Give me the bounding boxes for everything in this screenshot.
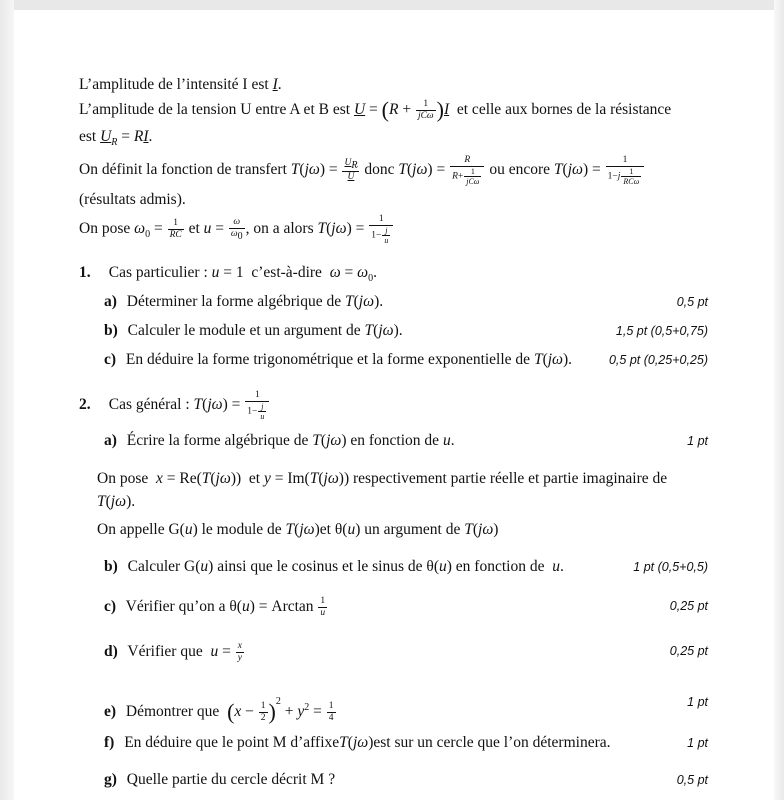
page-right-shadow [774, 0, 784, 800]
q2-a-points: 1 pt [687, 434, 708, 448]
q2-pose-line-2: T(jω). [97, 493, 136, 510]
q1-a-points: 0,5 pt [676, 295, 708, 309]
q1-title: 1. Cas particulier : u = 1 c’est-à-dire $\omega = \omega_0$. [79, 264, 377, 285]
q2-e: e) Démontrer que (x − $\frac{1}{2}$ )$^2 + y^2$ = $\frac{1}{4}$ [104, 696, 334, 724]
page-left-shadow [0, 0, 14, 800]
q1-b-points: 1,5 pt (0,5+0,75) [615, 324, 708, 338]
intro-line-3: est $U_R$ = RI. [79, 128, 153, 149]
q1-a: a) Déterminer la forme algébrique de T(jω). [104, 293, 384, 310]
q2-pose-line-1: On pose x = Re(T(jω)) et y = Im(T(jω)) respectivement partie réelle et partie imaginaire de [97, 470, 668, 487]
q2-d: d) Vérifier que u = $\frac{x}{y}$ [104, 641, 242, 663]
q2-a: a) Écrire la forme algébrique de T(jω) en fonction de u. [104, 432, 455, 449]
q1-b: b) Calculer le module et un argument de T(jω). [104, 322, 403, 339]
q2-c-points: 0,25 pt [669, 599, 708, 613]
q2-title: 2. Cas général : T(jω) = 1 1− $\frac{j}{u}$ [79, 390, 270, 421]
q2-g-points: 0,5 pt [676, 773, 708, 787]
q2-d-points: 0,25 pt [669, 644, 708, 658]
q2-b: b) Calculer G(u) ainsi que le cosinus et le sinus de θ(u) en fonction de u. [104, 558, 564, 575]
intro-line-1: L’amplitude de l’intensité I est I. [79, 76, 282, 93]
q1-c-points: 0,5 pt (0,25+0,25) [608, 353, 708, 367]
q2-f: f) En déduire que le point M d’affixeT(jω)est sur un cercle que l’on déterminera. [104, 734, 611, 751]
q2-g: g) Quelle partie du cercle décrit M ? [104, 771, 336, 788]
q2-b-points: 1 pt (0,5+0,5) [633, 560, 708, 574]
intro-line-4: On définit la fonction de transfert T(jω) = $\frac{U_R}{U}$ donc T(jω) = R R+ $\frac{1}{\text{jCω}}$ ou encore T(jω) = 1 1−j $\frac{1}{\text{RCω}}$ [79, 155, 645, 186]
q2-e-points: 1 pt [687, 695, 708, 709]
page-top-shadow [0, 0, 784, 10]
q2-f-points: 1 pt [687, 736, 708, 750]
intro-line-2: L’amplitude de la tension U entre A et B est U = (R + $\frac{1}{\text{jCω}}$ )I et celle aux bornes de la résistance [79, 97, 672, 123]
q2-c: c) Vérifier qu’on a θ(u) = Arctan $\frac{1}{u}$ [104, 596, 326, 618]
q2-appelle-line: On appelle G(u) le module de T(jω)et θ(u) un argument de T(jω) [97, 521, 499, 538]
intro-line-6: On pose $\omega_0$ = $\frac{1}{RC}$ et u = $\frac{\omega}{\omega_0}$ , on a alors T(jω) = 1 1− $\frac{j}{u}$ [79, 214, 394, 245]
q1-c: c) En déduire la forme trigonométrique et la forme exponentielle de T(jω). [104, 351, 573, 368]
intro-line-5: (résultats admis). [79, 191, 186, 208]
